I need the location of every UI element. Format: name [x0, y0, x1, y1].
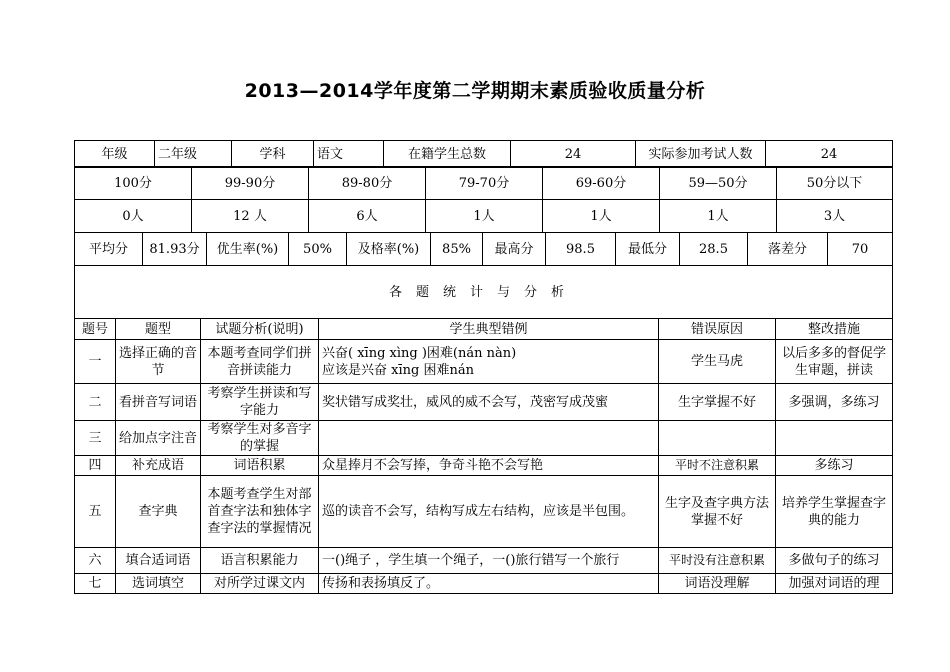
enrolled-value: 24 — [511, 141, 636, 168]
typical-error: 巡的读音不会写，结构写成左右结构，应该是半包围。 — [319, 476, 659, 548]
grade-label: 年级 — [75, 141, 155, 168]
error-reason — [659, 421, 776, 456]
error-reason: 生字及查字典方法掌握不好 — [659, 476, 776, 548]
band-count: 6人 — [309, 200, 426, 233]
typical-error-line: 兴奋( xīng xìng )困难(nán nàn) — [322, 345, 517, 361]
band-count: 3人 — [777, 200, 893, 233]
col-header: 题号 — [75, 319, 116, 340]
average-label: 平均分 — [75, 233, 143, 266]
question-number: 七 — [75, 574, 116, 594]
max-score-value: 98.5 — [546, 233, 616, 266]
typical-error: 传扬和表扬填反了。 — [319, 574, 659, 594]
typical-error-cell — [319, 340, 659, 384]
typical-error — [319, 421, 659, 456]
band-count: 12 人 — [192, 200, 309, 233]
analysis-header-row — [75, 319, 893, 340]
table-row — [75, 384, 893, 421]
info-table — [74, 140, 893, 168]
question-type: 给加点字注音 — [116, 421, 201, 456]
question-type: 填合适词语 — [116, 548, 201, 574]
excellent-rate-label: 优生率(%) — [207, 233, 289, 266]
improvement-measure: 以后多多的督促学生审题，拼读 — [776, 340, 893, 384]
question-description: 本题考查学生对部首查字法和独体字查字法的掌握情况 — [201, 476, 319, 548]
question-description: 对所学过课文内 — [201, 574, 319, 594]
improvement-measure — [776, 421, 893, 456]
band-header: 50分以下 — [777, 167, 893, 200]
error-reason: 生字掌握不好 — [659, 384, 776, 421]
band-header: 99-90分 — [192, 167, 309, 200]
question-analysis-table — [74, 265, 893, 594]
question-description: 词语积累 — [201, 456, 319, 476]
pass-rate-value: 85% — [431, 233, 483, 266]
stats-table — [74, 232, 893, 266]
participants-label: 实际参加考试人数 — [636, 141, 766, 168]
question-number: 四 — [75, 456, 116, 476]
question-type: 选择正确的音节 — [116, 340, 201, 384]
error-reason: 平时不注意积累 — [659, 456, 776, 476]
typical-error: 一()绳子 ，学生填一个绳子，一()旅行错写一个旅行 — [319, 548, 659, 574]
col-header: 题型 — [116, 319, 201, 340]
error-reason: 平时没有注意积累 — [659, 548, 776, 574]
col-header: 错误原因 — [659, 319, 776, 340]
question-description: 本题考查同学们拼音拼读能力 — [201, 340, 319, 384]
question-type: 补充成语 — [116, 456, 201, 476]
table-row — [75, 574, 893, 594]
score-band-header-row — [75, 167, 893, 200]
subject-value: 语文 — [314, 141, 384, 168]
enrolled-label: 在籍学生总数 — [384, 141, 511, 168]
typical-error-line: 应该是兴奋 xīng 困难nán — [322, 362, 474, 378]
improvement-measure: 多强调，多练习 — [776, 384, 893, 421]
band-count: 1人 — [426, 200, 543, 233]
typical-error: 众星捧月不会写捧，争奇斗艳不会写艳 — [319, 456, 659, 476]
band-header: 100分 — [75, 167, 192, 200]
question-description: 考察学生拼读和写字能力 — [201, 384, 319, 421]
score-band-count-row — [75, 200, 893, 233]
col-header: 学生典型错例 — [319, 319, 659, 340]
question-number: 六 — [75, 548, 116, 574]
error-reason: 词语没理解 — [659, 574, 776, 594]
band-count: 1人 — [543, 200, 660, 233]
table-row — [75, 421, 893, 456]
col-header: 整改措施 — [776, 319, 893, 340]
question-type: 看拼音写词语 — [116, 384, 201, 421]
question-description: 语言积累能力 — [201, 548, 319, 574]
average-value: 81.93分 — [143, 233, 207, 266]
max-score-label: 最高分 — [483, 233, 546, 266]
excellent-rate-value: 50% — [289, 233, 347, 266]
subject-label: 学科 — [232, 141, 314, 168]
question-number: 三 — [75, 421, 116, 456]
score-range-value: 70 — [828, 233, 893, 266]
grade-value: 二年级 — [155, 141, 232, 168]
min-score-value: 28.5 — [680, 233, 748, 266]
table-row — [75, 340, 893, 384]
question-type: 选词填空 — [116, 574, 201, 594]
pass-rate-label: 及格率(%) — [347, 233, 431, 266]
question-description: 考察学生对多音字的掌握 — [201, 421, 319, 456]
score-band-table — [74, 166, 893, 233]
analysis-heading: 各题统计与分析 — [75, 266, 893, 319]
question-number: 五 — [75, 476, 116, 548]
improvement-measure: 多练习 — [776, 456, 893, 476]
document-title: 2013—2014学年度第二学期期末素质验收质量分析 — [244, 80, 706, 102]
table-row — [75, 476, 893, 548]
participants-value: 24 — [766, 141, 893, 168]
band-header: 59—50分 — [660, 167, 777, 200]
col-header: 试题分析(说明) — [201, 319, 319, 340]
table-row — [75, 548, 893, 574]
question-type: 查字典 — [116, 476, 201, 548]
improvement-measure: 多做句子的练习 — [776, 548, 893, 574]
improvement-measure: 培养学生掌握查字典的能力 — [776, 476, 893, 548]
improvement-measure: 加强对词语的理 — [776, 574, 893, 594]
score-range-label: 落差分 — [748, 233, 828, 266]
question-number: 二 — [75, 384, 116, 421]
table-row — [75, 456, 893, 476]
error-reason: 学生马虎 — [659, 340, 776, 384]
question-number: 一 — [75, 340, 116, 384]
band-header: 79-70分 — [426, 167, 543, 200]
min-score-label: 最低分 — [616, 233, 680, 266]
band-count: 0人 — [75, 200, 192, 233]
band-count: 1人 — [660, 200, 777, 233]
band-header: 89-80分 — [309, 167, 426, 200]
typical-error: 奖状错写成奖壮，威风的威不会写，茂密写成茂蜜 — [319, 384, 659, 421]
band-header: 69-60分 — [543, 167, 660, 200]
